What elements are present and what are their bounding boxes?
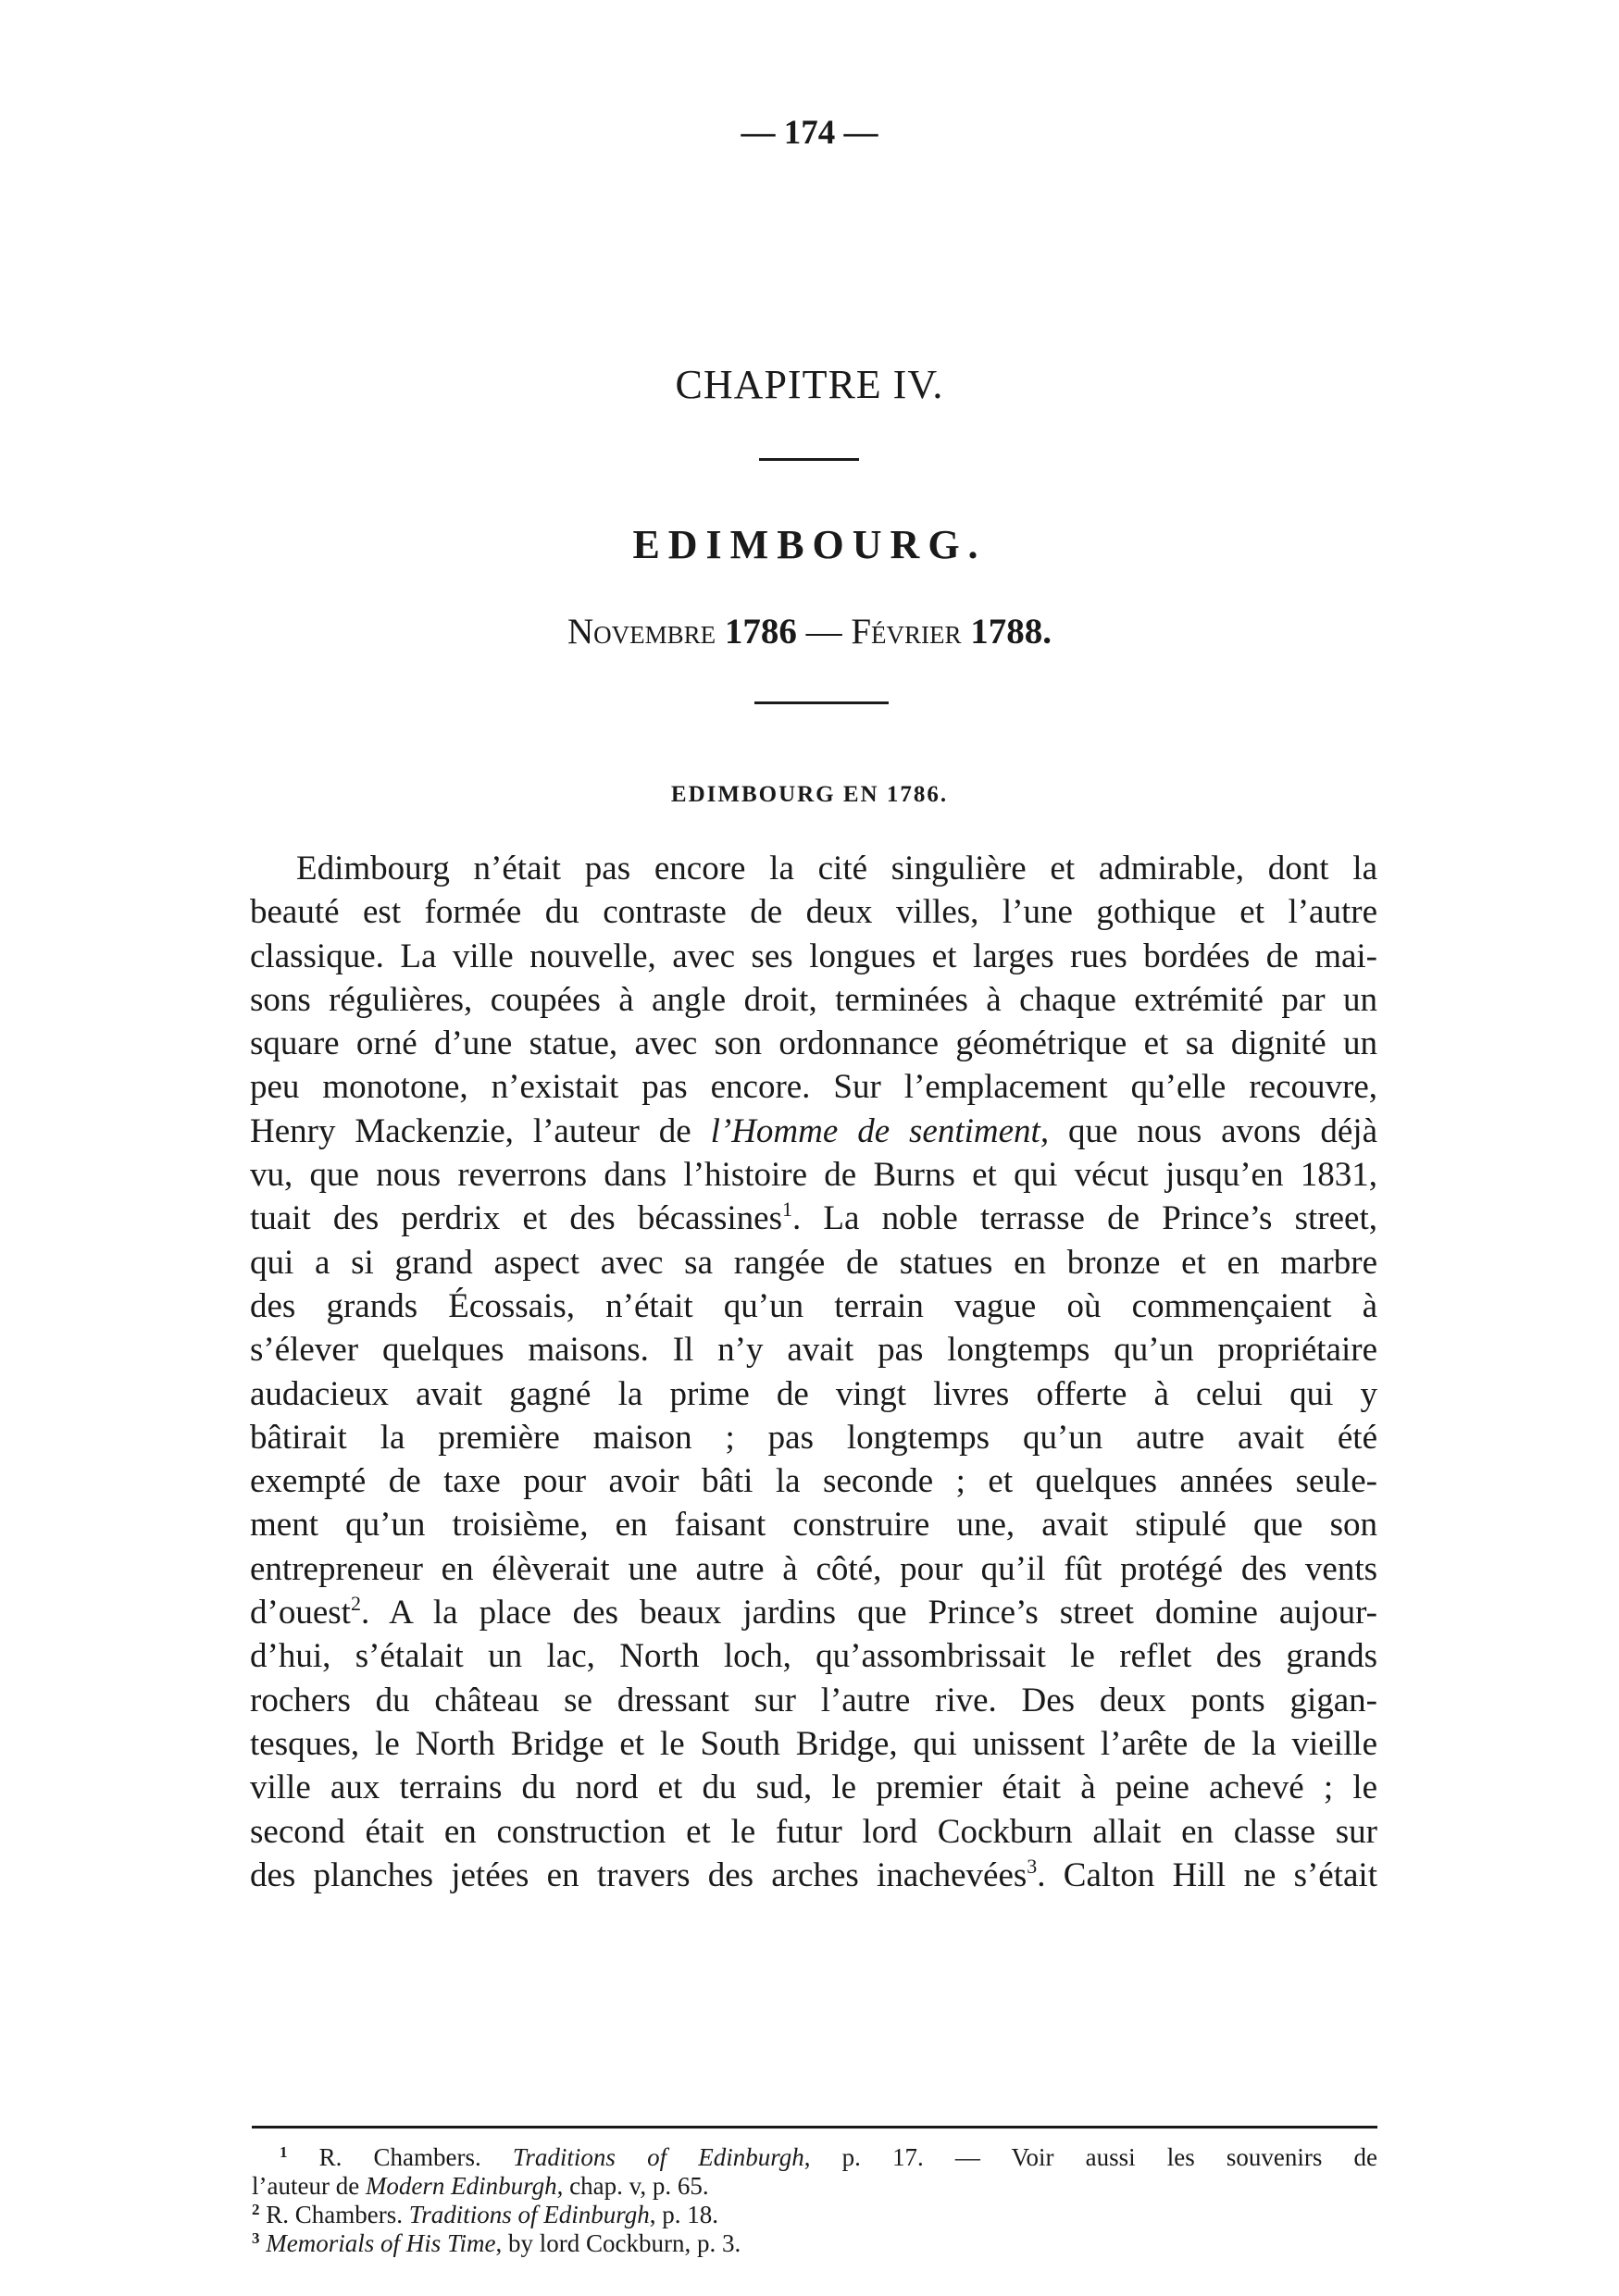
footnote-text: l’auteur de [252,2172,366,2200]
body-line: entrepreneur en élèverait une autre à côté, pour qu’il fût protégé des vents [250,1549,1377,1588]
footnote-divider [252,2126,1377,2128]
footnote-title: Memorials of His Time [266,2229,496,2257]
body-text [250,847,1377,1897]
footnote-ref-2: 2 [350,1592,361,1616]
footnote-text: , chap. v, p. 65. [556,2172,709,2200]
footnote-line [252,2172,1377,2201]
body-line: rochers du château se dressant sur l’autre rive. Des deux ponts gigan- [250,1681,1377,1719]
page-number: — 174 — [741,114,878,152]
date-start-month: Novembre [567,612,716,652]
chapter-label: CHAPITRE IV. [675,362,944,407]
footnote-3 [252,2229,1377,2258]
body-line: d’hui, s’étalait un lac, North loch, qu’assombrissait le reflet des grands [250,1637,1377,1676]
body-line [250,1197,1377,1240]
footnote-mark: 1 [280,2143,288,2161]
footnote-title: Traditions of Edinburgh [512,2143,804,2171]
chapter-dates [0,611,1619,652]
body-line: classique. La ville nouvelle, avec ses longues et larges rues bordées de mai- [250,937,1377,975]
body-line-segment: Henry Mackenzie, l’auteur de [250,1111,711,1150]
body-line: exempté de taxe pour avoir bâti la seconde ; et quelques années seule- [250,1462,1377,1501]
body-line: audacieux avait gagné la prime de vingt livres offerte à celui qui y [250,1374,1377,1413]
body-line-segment: . Calton Hill ne s’était [1037,1855,1377,1894]
body-line: ville aux terrains du nord et du sud, le premier était à peine achevé ; le [250,1769,1377,1807]
footnote-title: Traditions of Edinburgh [408,2201,650,2228]
footnote-1 [252,2143,1377,2201]
body-line: qui a si grand aspect avec sa rangée de statues en bronze et en marbre [250,1243,1377,1282]
date-end-year: 1788. [970,612,1052,652]
body-line: Edimbourg n’était pas encore la cité singulière et admirable, dont la [296,850,1377,887]
footnote-mark: 3 [252,2229,260,2247]
body-line: sons régulières, coupées à angle droit, terminées à chaque extrémité par un [250,980,1377,1019]
footnote-text: R. Chambers. [266,2201,409,2228]
body-line: bâtirait la première maison ; pas longtemps qu’un autre avait été [250,1418,1377,1457]
body-line: des grands Écossais, n’était qu’un terrain vague où commençaient à [250,1286,1377,1325]
body-line-segment: . La noble terrasse de Prince’s street, [791,1199,1377,1238]
body-line-segment: des planches jetées en travers des arches inachevées [250,1855,1027,1894]
footnote-text: , p. 18. [649,2201,719,2228]
footnote-text: , p. 17. — Voir aussi les souvenirs de [803,2143,1377,2171]
date-dash: — [805,612,842,652]
chapter-divider-top [759,458,859,461]
footnote-ref-1: 1 [781,1198,792,1222]
body-line-segment: tuait des perdrix et des bécassines [250,1199,782,1238]
body-line: vu, que nous reverrons dans l’histoire de Burns et qui vécut jusqu’en 1831, [250,1156,1377,1195]
footnote-title: Modern Edinburgh [365,2172,557,2200]
footnotes [252,2143,1377,2258]
footnote-mark: 2 [252,2201,260,2218]
body-line: beauté est formée du contraste de deux villes, l’une gothique et l’autre [250,893,1377,932]
body-line [250,1854,1377,1897]
footnote-text: R. Chambers. [318,2143,513,2171]
body-line-segment: d’ouest [250,1594,351,1632]
footnote-line [252,2143,1377,2172]
footnote-2 [252,2201,1377,2229]
chapter-title: EDIMBOURG. [632,522,987,567]
date-end-month: Février [851,612,962,652]
body-line: tesques, le North Bridge et le South Bridge, qui unissent l’arête de la vieille [250,1724,1377,1763]
body-line-segment: . A la place des beaux jardins que Prince’s street domine aujour- [360,1594,1377,1632]
body-line: square orné d’une statue, avec son ordonnance géométrique et sa dignité un [250,1024,1377,1063]
body-line [250,1591,1377,1634]
section-heading: EDIMBOURG EN 1786. [670,782,949,807]
footnote-ref-3: 3 [1027,1854,1038,1878]
body-line: second était en construction et le futur lord Cockburn allait en classe sur [250,1812,1377,1851]
body-line-segment: que nous avons déjà [1049,1111,1377,1150]
body-line: peu monotone, n’existait pas encore. Sur l’emplacement qu’elle recouvre, [250,1068,1377,1107]
body-line: s’élever quelques maisons. Il n’y avait pas longtemps qu’un propriétaire [250,1331,1377,1370]
body-line: ment qu’un troisième, en faisant construire une, avait stipulé que son [250,1506,1377,1545]
footnote-text: , by lord Cockburn, p. 3. [495,2229,741,2257]
body-line [250,1110,1377,1153]
book-title-homme-de-sentiment: l’Homme de sentiment, [710,1111,1050,1150]
date-start-year: 1786 [724,612,797,652]
chapter-divider-bottom [754,701,889,704]
